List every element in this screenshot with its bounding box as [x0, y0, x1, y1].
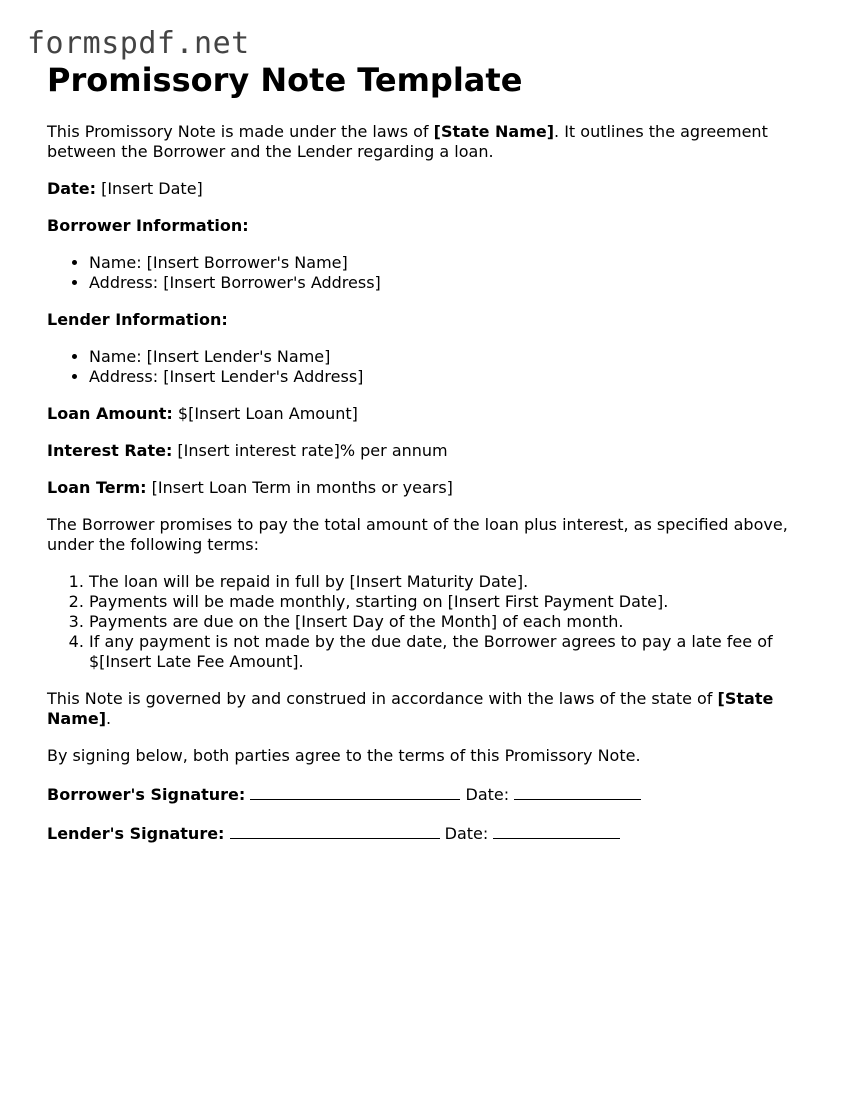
- date-value: [Insert Date]: [95, 179, 203, 198]
- governing-text-after: .: [106, 709, 112, 728]
- list-item: 2. Payments will be made monthly, starting on [Insert First Payment Date].: [89, 592, 817, 612]
- document-body: [47, 58, 817, 844]
- loan-amount-value: $[Insert Loan Amount]: [172, 404, 358, 423]
- lender-signature-label: Lender's Signature:: [47, 824, 225, 843]
- page-title: Promissory Note Template: [47, 61, 523, 99]
- lender-heading: Lender Information:: [47, 310, 228, 329]
- list-item: 4. If any payment is not made by the due date, the Borrower agrees to pay a late fee of $[Insert Late Fee Amount].: [89, 632, 817, 672]
- date-label: Date:: [47, 179, 96, 198]
- borrower-signature-label: Borrower's Signature:: [47, 785, 246, 804]
- lender-list: [47, 347, 817, 387]
- borrower-signature-row: [47, 783, 817, 805]
- list-item: 3. Payments are due on the [Insert Day of the Month] of each month.: [89, 612, 817, 632]
- governing-text-before: This Note is governed by and construed in accordance with the laws of the state of: [47, 689, 718, 708]
- lender-signature-line[interactable]: [230, 822, 440, 839]
- borrower-signature-line[interactable]: [250, 783, 460, 800]
- loan-amount-field: [47, 404, 817, 424]
- interest-rate-field: [47, 441, 817, 461]
- list-item: • Name: [Insert Lender's Name]: [89, 347, 817, 367]
- borrower-heading: Borrower Information:: [47, 216, 249, 235]
- governing-law-paragraph: [47, 689, 817, 729]
- intro-state-placeholder: [State Name]: [433, 122, 555, 141]
- lender-signature-row: [47, 822, 817, 844]
- borrower-list: [47, 253, 817, 293]
- date-field: [47, 179, 817, 199]
- agreement-statement: By signing below, both parties agree to the terms of this Promissory Note.: [47, 746, 641, 765]
- loan-term-value: [Insert Loan Term in months or years]: [146, 478, 453, 497]
- list-item: • Name: [Insert Borrower's Name]: [89, 253, 817, 273]
- terms-list: [47, 572, 817, 672]
- lender-date-line[interactable]: [493, 822, 620, 839]
- list-item: • Address: [Insert Lender's Address]: [89, 367, 817, 387]
- interest-rate-label: Interest Rate:: [47, 441, 173, 460]
- interest-rate-value: [Insert interest rate]% per annum: [172, 441, 448, 460]
- loan-term-field: [47, 478, 817, 498]
- loan-amount-label: Loan Amount:: [47, 404, 173, 423]
- lender-date-label: Date:: [444, 824, 489, 843]
- terms-intro: The Borrower promises to pay the total amount of the loan plus interest, as specified above, under the following terms:: [47, 515, 788, 554]
- intro-paragraph: [47, 122, 817, 162]
- intro-text-after: . It outlines the agreement between the Borrower and the Lender regarding a loan.: [47, 122, 768, 161]
- governing-state-placeholder: [State Name]: [47, 689, 774, 728]
- borrower-date-line[interactable]: [514, 783, 641, 800]
- list-item: • Address: [Insert Borrower's Address]: [89, 273, 817, 293]
- loan-term-label: Loan Term:: [47, 478, 147, 497]
- borrower-date-label: Date:: [465, 785, 510, 804]
- list-item: 1. The loan will be repaid in full by [Insert Maturity Date].: [89, 572, 817, 592]
- intro-text-before: This Promissory Note is made under the laws of: [47, 122, 434, 141]
- site-watermark: formspdf.net: [27, 26, 250, 61]
